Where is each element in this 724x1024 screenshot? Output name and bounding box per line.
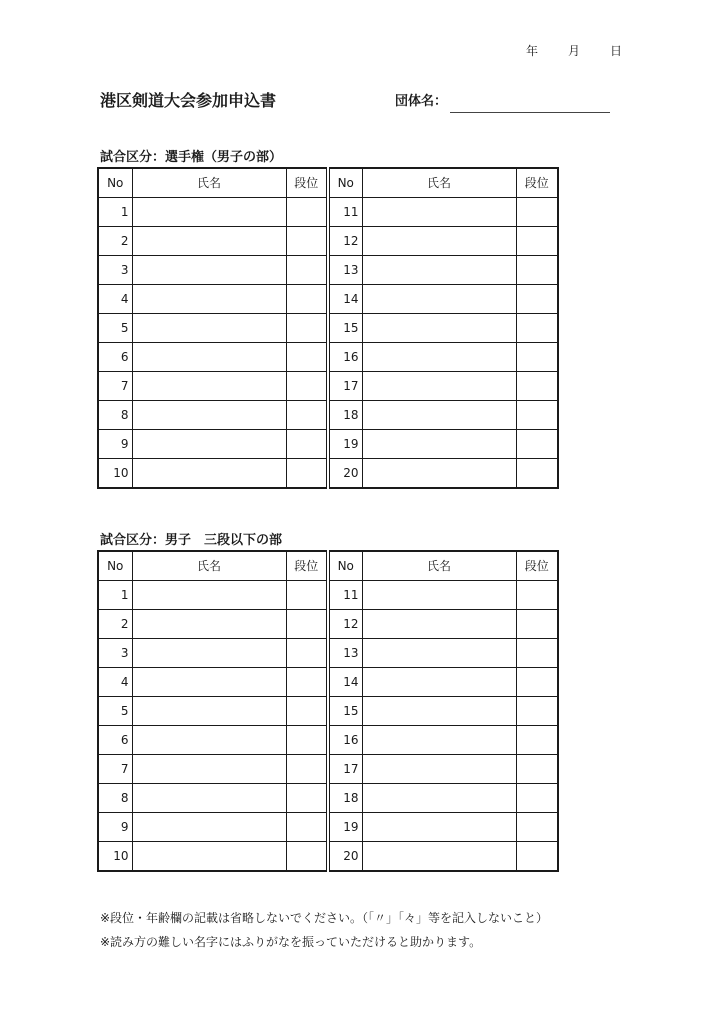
roster-table-men-third-dan (97, 550, 559, 872)
entry-number: 2 (98, 227, 132, 256)
entry-number: 9 (98, 813, 132, 842)
rank-cell[interactable] (516, 610, 558, 639)
entry-number: 20 (328, 842, 362, 872)
note-rank-age: ※段位・年齢欄の記載は省略しないでください。（「〃」「々」等を記入しないこと） (100, 911, 549, 925)
entry-number: 9 (98, 430, 132, 459)
name-cell[interactable] (132, 784, 286, 813)
header-no: No (328, 551, 362, 581)
entry-number: 6 (98, 343, 132, 372)
name-cell[interactable] (132, 343, 286, 372)
table-row (98, 198, 558, 227)
table-row (98, 639, 558, 668)
rank-cell[interactable] (516, 343, 558, 372)
entry-number: 3 (98, 256, 132, 285)
entry-number: 11 (328, 581, 362, 610)
name-cell[interactable] (132, 726, 286, 755)
rank-cell[interactable] (516, 581, 558, 610)
name-cell[interactable] (362, 639, 516, 668)
rank-cell[interactable] (286, 198, 328, 227)
rank-cell[interactable] (286, 256, 328, 285)
entry-number: 5 (98, 314, 132, 343)
name-cell[interactable] (132, 256, 286, 285)
entry-number: 13 (328, 639, 362, 668)
entry-number: 6 (98, 726, 132, 755)
section-title-championship: 試合区分：選手権（男子の部） (100, 150, 283, 165)
table-row (98, 581, 558, 610)
rank-cell[interactable] (516, 256, 558, 285)
table-row (98, 755, 558, 784)
name-cell[interactable] (362, 314, 516, 343)
entry-number: 15 (328, 697, 362, 726)
organization-label: 団体名： (395, 94, 448, 109)
entry-number: 14 (328, 285, 362, 314)
entry-number: 19 (328, 813, 362, 842)
rank-cell[interactable] (516, 372, 558, 401)
header-name: 氏名 (132, 551, 286, 581)
rank-cell[interactable] (286, 581, 328, 610)
name-cell[interactable] (362, 726, 516, 755)
section-title-men-third-dan: 試合区分：男子 三段以下の部 (100, 533, 283, 548)
name-cell[interactable] (362, 784, 516, 813)
rank-cell[interactable] (286, 372, 328, 401)
entry-number: 1 (98, 581, 132, 610)
entry-number: 8 (98, 784, 132, 813)
header-no: No (98, 551, 132, 581)
name-cell[interactable] (132, 198, 286, 227)
date-month-label: 月 (568, 44, 581, 58)
entry-number: 5 (98, 697, 132, 726)
table-row (98, 256, 558, 285)
rank-cell[interactable] (516, 755, 558, 784)
name-cell[interactable] (362, 697, 516, 726)
date-year-label: 年 (526, 44, 539, 58)
rank-cell[interactable] (516, 726, 558, 755)
rank-cell[interactable] (286, 610, 328, 639)
entry-number: 7 (98, 372, 132, 401)
entry-number: 13 (328, 256, 362, 285)
name-cell[interactable] (362, 256, 516, 285)
header-rank: 段位 (286, 551, 328, 581)
entry-number: 7 (98, 755, 132, 784)
rank-cell[interactable] (516, 227, 558, 256)
rank-cell[interactable] (286, 459, 328, 489)
entry-number: 16 (328, 343, 362, 372)
rank-cell[interactable] (516, 198, 558, 227)
rank-cell[interactable] (516, 430, 558, 459)
rank-cell[interactable] (516, 842, 558, 872)
header-name: 氏名 (362, 551, 516, 581)
name-cell[interactable] (132, 285, 286, 314)
entry-number: 12 (328, 610, 362, 639)
table-row (98, 784, 558, 813)
rank-cell[interactable] (516, 459, 558, 489)
table-row (98, 372, 558, 401)
page-title: 港区剣道大会参加申込書 (100, 91, 277, 110)
table-row (98, 813, 558, 842)
entry-number: 15 (328, 314, 362, 343)
rank-cell[interactable] (286, 639, 328, 668)
entry-number: 12 (328, 227, 362, 256)
name-cell[interactable] (362, 842, 516, 872)
name-cell[interactable] (362, 610, 516, 639)
roster-table-championship (97, 167, 559, 489)
entry-number: 4 (98, 668, 132, 697)
rank-cell[interactable] (286, 842, 328, 872)
name-cell[interactable] (132, 697, 286, 726)
organization-name-field[interactable] (450, 112, 610, 113)
rank-cell[interactable] (516, 639, 558, 668)
entry-number: 19 (328, 430, 362, 459)
name-cell[interactable] (362, 401, 516, 430)
entry-number: 2 (98, 610, 132, 639)
name-cell[interactable] (132, 581, 286, 610)
rank-cell[interactable] (286, 430, 328, 459)
table-row (98, 314, 558, 343)
name-cell[interactable] (362, 430, 516, 459)
header-rank: 段位 (516, 168, 558, 198)
rank-cell[interactable] (286, 314, 328, 343)
header-rank: 段位 (516, 551, 558, 581)
entry-number: 1 (98, 198, 132, 227)
entry-number: 14 (328, 668, 362, 697)
table-row (98, 343, 558, 372)
table-row (98, 726, 558, 755)
entry-number: 18 (328, 784, 362, 813)
entry-number: 17 (328, 755, 362, 784)
table-row (98, 668, 558, 697)
name-cell[interactable] (132, 459, 286, 489)
table-row (98, 401, 558, 430)
entry-number: 20 (328, 459, 362, 489)
name-cell[interactable] (132, 430, 286, 459)
notes (100, 906, 548, 954)
rank-cell[interactable] (286, 401, 328, 430)
rank-cell[interactable] (516, 401, 558, 430)
name-cell[interactable] (132, 314, 286, 343)
entry-number: 18 (328, 401, 362, 430)
table-row (98, 610, 558, 639)
name-cell[interactable] (132, 755, 286, 784)
header-name: 氏名 (362, 168, 516, 198)
entry-number: 8 (98, 401, 132, 430)
rank-cell[interactable] (286, 755, 328, 784)
entry-number: 3 (98, 639, 132, 668)
note-furigana: ※読み方の難しい名字にはふりがなを振っていただけると助かります。 (100, 935, 482, 949)
rank-cell[interactable] (286, 285, 328, 314)
name-cell[interactable] (132, 227, 286, 256)
entry-number: 11 (328, 198, 362, 227)
table-row (98, 459, 558, 489)
name-cell[interactable] (362, 343, 516, 372)
name-cell[interactable] (132, 639, 286, 668)
date-day-label: 日 (610, 44, 623, 58)
entry-number: 17 (328, 372, 362, 401)
table-row (98, 430, 558, 459)
name-cell[interactable] (362, 668, 516, 697)
name-cell[interactable] (362, 227, 516, 256)
name-cell[interactable] (362, 813, 516, 842)
rank-cell[interactable] (286, 227, 328, 256)
rank-cell[interactable] (286, 726, 328, 755)
rank-cell[interactable] (286, 343, 328, 372)
entry-number: 4 (98, 285, 132, 314)
name-cell[interactable] (132, 813, 286, 842)
name-cell[interactable] (362, 372, 516, 401)
rank-cell[interactable] (286, 813, 328, 842)
rank-cell[interactable] (516, 314, 558, 343)
name-cell[interactable] (362, 198, 516, 227)
rank-cell[interactable] (516, 784, 558, 813)
entry-number: 16 (328, 726, 362, 755)
name-cell[interactable] (132, 610, 286, 639)
table-row (98, 697, 558, 726)
entry-number: 10 (98, 459, 132, 489)
name-cell[interactable] (132, 372, 286, 401)
table-row (98, 842, 558, 872)
header-no: No (98, 168, 132, 198)
rank-cell[interactable] (286, 668, 328, 697)
rank-cell[interactable] (516, 285, 558, 314)
name-cell[interactable] (132, 401, 286, 430)
table-row (98, 285, 558, 314)
entry-number: 10 (98, 842, 132, 872)
rank-cell[interactable] (286, 784, 328, 813)
header-name: 氏名 (132, 168, 286, 198)
rank-cell[interactable] (286, 697, 328, 726)
rank-cell[interactable] (516, 813, 558, 842)
name-cell[interactable] (362, 581, 516, 610)
rank-cell[interactable] (516, 668, 558, 697)
table-row (98, 227, 558, 256)
header-no: No (328, 168, 362, 198)
name-cell[interactable] (362, 285, 516, 314)
name-cell[interactable] (132, 842, 286, 872)
name-cell[interactable] (132, 668, 286, 697)
header-rank: 段位 (286, 168, 328, 198)
name-cell[interactable] (362, 755, 516, 784)
rank-cell[interactable] (516, 697, 558, 726)
name-cell[interactable] (362, 459, 516, 489)
